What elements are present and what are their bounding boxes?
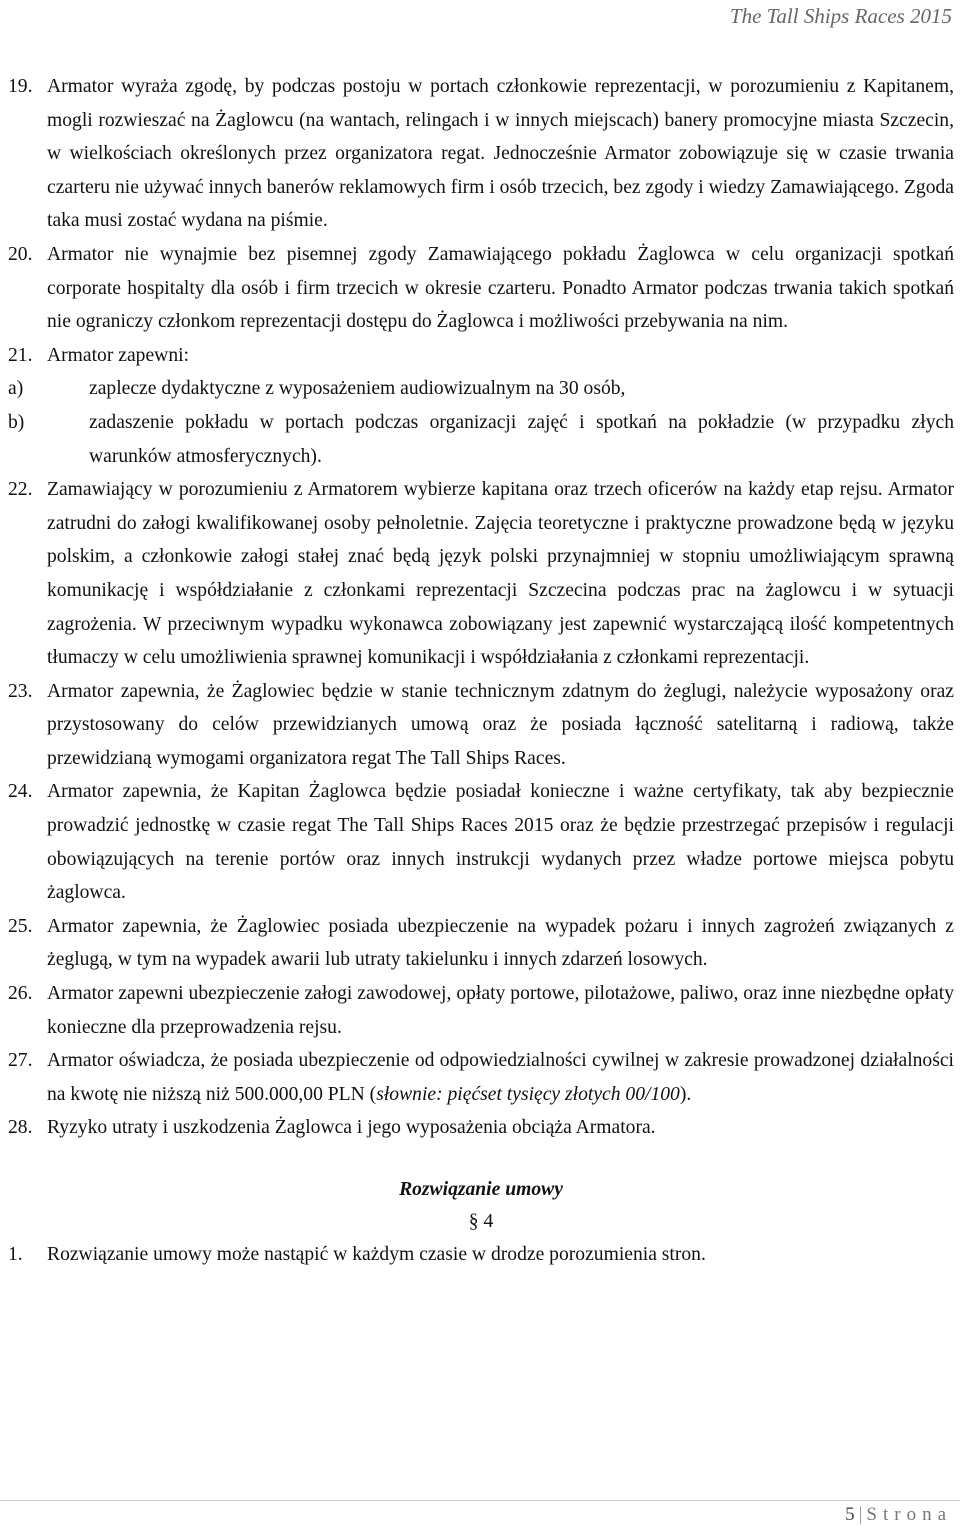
list-item [8,1238,954,1272]
list-item [8,238,954,339]
page-footer [845,1504,952,1526]
page-number: 5 [845,1504,855,1525]
item-number: 1. [8,1244,23,1266]
item-text: Zamawiający w porozumieniu z Armatorem wybierze kapitana oraz trzech oficerów na każdy etap rejsu. Armator zatrudni do załogi kwalifikowanej osoby pełnoletnie. Zajęcia teoretyczne i praktyczne prowadzone będą w języku polskim, a członkowie załogi stałej znać będą język polski przynajmniej w stopniu umożliwiającym sprawną komunikację i współdziałanie z członkami reprezentacji Szczecina podczas prac na żaglowcu i w sytuacji zagrożenia. W przeciwnym wypadku wykonawca zobowiązany jest zapewnić wystarczającą ilość kompetentnych tłumaczy w celu umożliwienia sprawnej komunikacji i współdziałania z członkami reprezentacji. [47,479,954,669]
item-number: 27. [8,1050,33,1072]
item-number: 21. [8,344,33,366]
list-item [8,775,954,909]
sub-item-text: zaplecze dydaktyczne z wyposażeniem audiowizualnym na 30 osób, [89,378,626,400]
sub-item-letter: a) [8,378,24,400]
section-title: Rozwiązanie umowy [399,1179,563,1200]
item-text: Armator wyraża zgodę, by podczas postoju w portach członkowie reprezentacji, w porozumieniu z Kapitanem, mogli rozwieszać na Żaglowcu (na wantach, relingach i w innych miejscach) banery promocyjne miasta Szczecin, w wielkościach określonych przez organizatora regat. Jednocześnie Armator zobowiązuje się w czasie trwania czarteru nie używać innych banerów reklamowych firm i osób trzecich, bez zgody i wiedzy Zamawiającego. Zgoda taka musi zostać wydana na piśmie. [47,76,954,232]
item-number: 20. [8,243,33,265]
item-number: 28. [8,1117,33,1139]
item-number: 26. [8,983,33,1005]
page-label: Strona [866,1504,952,1525]
sub-item-text: zadaszenie pokładu w portach podczas organizacji zajęć i spotkań na pokładzie (w przypadku złych warunków atmosferycznych). [89,411,954,467]
item-text: Armator zapewni ubezpieczenie załogi zawodowej, opłaty portowe, pilotażowe, paliwo, oraz inne niezbędne opłaty konieczne dla przeprowadzenia rejsu. [47,983,954,1038]
document-body [8,70,954,1272]
item-text: Armator zapewni: [47,344,189,366]
item-text: Armator zapewnia, że Kapitan Żaglowca będzie posiadał konieczne i ważne certyfikaty, tak aby bezpiecznie prowadzić jednostkę w czasie regat The Tall Ships Races 2015 oraz że będzie przestrzegać przepisów i regulacji obowiązujących na terenie portów oraz innych instrukcji wydanych przez władze portowe miejsca pobytu żaglowca. [47,781,954,904]
paragraph-number: § 4 [468,1210,494,1232]
sub-item [8,406,954,473]
item-number: 19. [8,76,33,97]
list-item [8,1111,954,1145]
list-item [8,339,954,373]
list-item [8,977,954,1044]
item-text-italic: słownie: pięćset tysięcy złotych 00/100 [376,1083,680,1105]
item-number: 24. [8,781,33,803]
sub-item [8,372,954,406]
item-number: 23. [8,680,33,702]
sub-item-letter: b) [8,411,25,433]
list-item [8,910,954,977]
item-text: Armator zapewnia, że Żaglowiec posiada ubezpieczenie na wypadek pożaru i innych zagrożeń związanych z żeglugą, w tym na wypadek awarii lub utraty takielunku i innych zdarzeń losowych. [47,915,954,971]
item-number: 22. [8,479,33,501]
item-text: Ryzyko utraty i uszkodzenia Żaglowca i jego wyposażenia obciąża Armatora. [47,1117,656,1139]
document-header: The Tall Ships Races 2015 [729,4,952,28]
list-item [8,675,954,776]
item-text: Armator nie wynajmie bez pisemnej zgody Zamawiającego pokładu Żaglowca w celu organizacji spotkań corporate hospitalty dla osób i firm trzecich w okresie czarteru. Ponadto Armator podczas trwania takich spotkań nie ograniczy członkom reprezentacji dostępu do Żaglowca i możliwości przebywania na nim. [47,243,954,333]
footer-separator: | [858,1504,863,1525]
list-item [8,1044,954,1111]
item-text: Armator oświadcza, że posiada ubezpieczenie od odpowiedzialności cywilnej w zakresie prowadzonej działalności na kwotę nie niższą niż 500.000,00 PLN ( [47,1050,954,1105]
item-text: Armator zapewnia, że Żaglowiec będzie w stanie technicznym zdatnym do żeglugi, należycie wyposażony oraz przystosowany do celów przewidzianych umową oraz że posiada łączność satelitarną i radiową, także przewidzianą wymogami organizatora regat The Tall Ships Races. [47,680,954,769]
item-text-end: ). [679,1083,692,1105]
list-item [8,70,954,238]
item-number: 25. [8,915,33,937]
item-text: Rozwiązanie umowy może nastąpić w każdym czasie w drodze porozumienia stron. [47,1244,706,1266]
list-item [8,473,954,675]
footer-divider [0,1500,960,1501]
